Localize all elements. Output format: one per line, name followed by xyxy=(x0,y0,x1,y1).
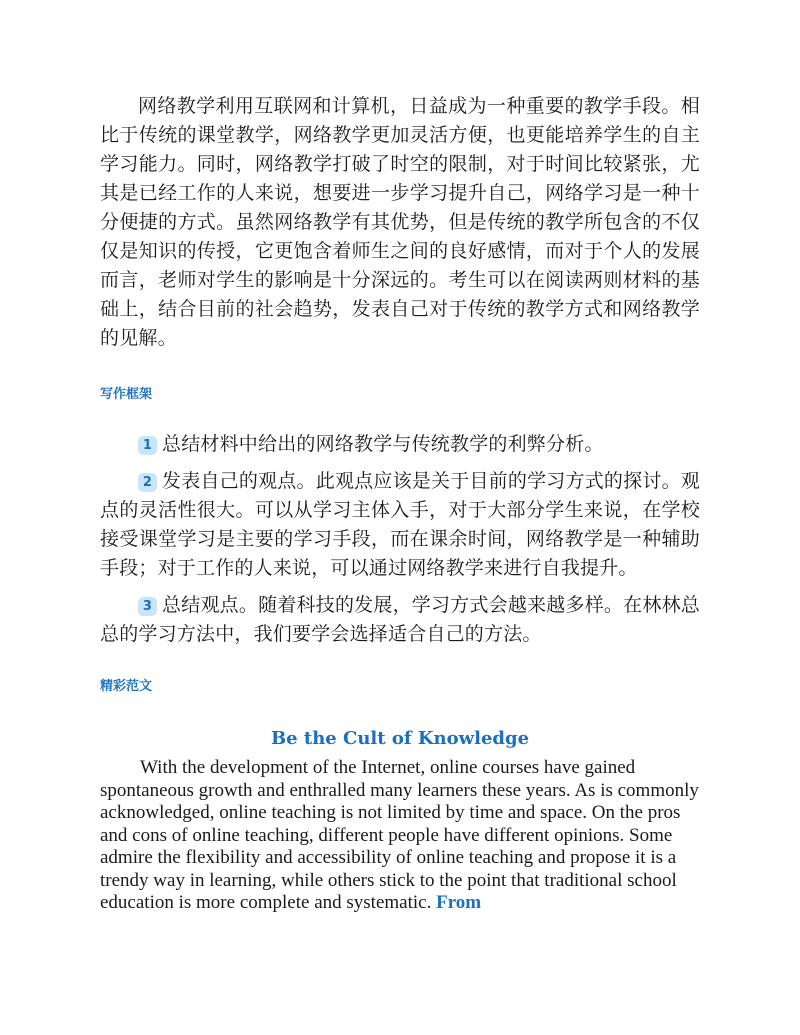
framework-item xyxy=(100,591,700,649)
framework-item xyxy=(100,467,700,583)
document-page xyxy=(100,92,700,915)
framework-item xyxy=(100,430,700,459)
intro-paragraph: 网络教学利用互联网和计算机，日益成为一种重要的教学手段。相比于传统的课堂教学，网络教学更加灵活方便，也更能培养学生的自主学习能力。同时，网络教学打破了时空的限制，对于时间比较紧张，尤其是已经工作的人来说，想要进一步学习提升自己，网络学习是一种十分便捷的方式。虽然网络教学有其优势，但是传统的教学所包含的不仅仅是知识的传授，它更饱含着师生之间的良好感情，而对于个人的发展而言，老师对学生的影响是十分深远的。考生可以在阅读两则材料的基础上，结合目前的社会趋势，发表自己对于传统的教学方式和网络教学的见解。 xyxy=(100,95,700,349)
sample-section-label: 精彩范文 xyxy=(100,679,153,694)
essay-paragraph-text: With the development of the Internet, online courses have gained spontaneous growth and enthralled many learners these years. As is commonly acknowledged, online teaching is not limited by time and space. On the pros and cons of online teaching, different people have different opinions. Some admire the flexibility and accessibility of online teaching and propose it is a trendy way in learning, while others stick to the point that traditional school education is more complete and systematic. xyxy=(100,757,699,913)
framework-item-text: 发表自己的观点。此观点应该是关于目前的学习方式的探讨。观点的灵活性很大。可以从学习主体入手，对于大部分学生来说，在学校接受课堂学习是主要的学习手段，而在课余时间，网络教学是一种辅助手段；对于工作的人来说，可以通过网络教学来进行自我提升。 xyxy=(100,470,700,579)
number-badge-1: 1 xyxy=(138,436,157,455)
framework-section-label: 写作框架 xyxy=(100,387,153,402)
number-badge-2: 2 xyxy=(138,473,157,492)
essay-paragraph xyxy=(100,757,700,915)
essay-title: Be the Cult of Knowledge xyxy=(270,728,530,749)
number-badge-3: 3 xyxy=(138,597,157,616)
framework-list xyxy=(100,430,700,649)
essay-highlight-word: From xyxy=(436,892,482,913)
framework-item-text: 总结观点。随着科技的发展，学习方式会越来越多样。在林林总总的学习方法中，我们要学会选择适合自己的方法。 xyxy=(100,594,700,645)
framework-item-text: 总结材料中给出的网络教学与传统教学的利弊分析。 xyxy=(162,433,604,455)
